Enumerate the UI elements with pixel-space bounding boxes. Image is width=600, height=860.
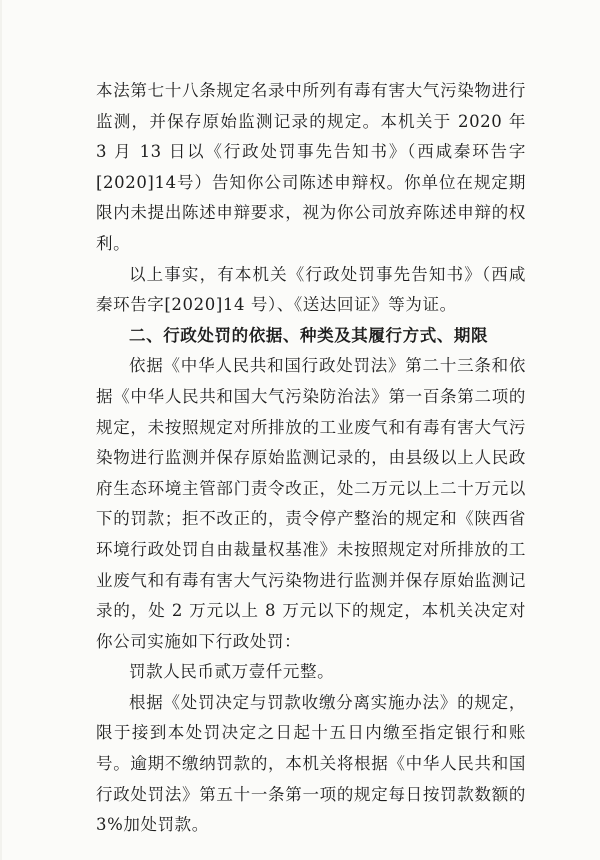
paragraph-payment-terms: 根据《处罚决定与罚款收缴分离实施办法》的规定，限于接到本处罚决定之日起十五日内缴至指定银行和账号。逾期不缴纳罚款的，本机关将根据《中华人民共和国行政处罚法》第五十一条第一项的规定每日按罚款数额的 3%加处罚款。 — [96, 692, 526, 835]
section-heading-penalty-basis: 二、行政处罚的依据、种类及其履行方式、期限 — [129, 325, 489, 345]
paragraph-legal-basis: 依据《中华人民共和国行政处罚法》第二十三条和依据《中华人民共和国大气污染防治法》第一百条第二项的规定，未按照规定对所排放的工业废气和有毒有害大气污染物进行监测并保存原始监测记录的，由县级以上人民政府生态环境主管部门责令改正，处二万元以上二十万元以下的罚款；拒不改正的，责令停产整治的规定和《陕西省环境行政处罚自由裁量权基准》未按照规定对所排放的工业废气和有毒有害大气污染物进行监测并保存原始监测记录的，处 2 万元以上 8 万元以下的规定，本机关决定对你公司实施如下行政处罚： — [96, 356, 526, 651]
document-body — [96, 76, 526, 841]
paragraph-fine-amount: 罚款人民币贰万壹仟元整。 — [129, 662, 335, 682]
paragraph-monitoring-violation: 本法第七十八条规定名录中所列有毒有害大气污染物进行监测，并保存原始监测记录的规定。本机关于 2020 年 3 月 13 日以《行政处罚事先告知书》（西咸秦环告字[2020]14号）告知你公司陈述申辩权。你单位在规定期限内未提出陈述申辩要求，视为你公司放弃陈述申辩的权利。 — [96, 81, 526, 253]
paragraph-evidence: 以上事实，有本机关《行政处罚事先告知书》（西咸秦环告字[2020]14 号）、《送达回证》等为证。 — [96, 264, 526, 315]
